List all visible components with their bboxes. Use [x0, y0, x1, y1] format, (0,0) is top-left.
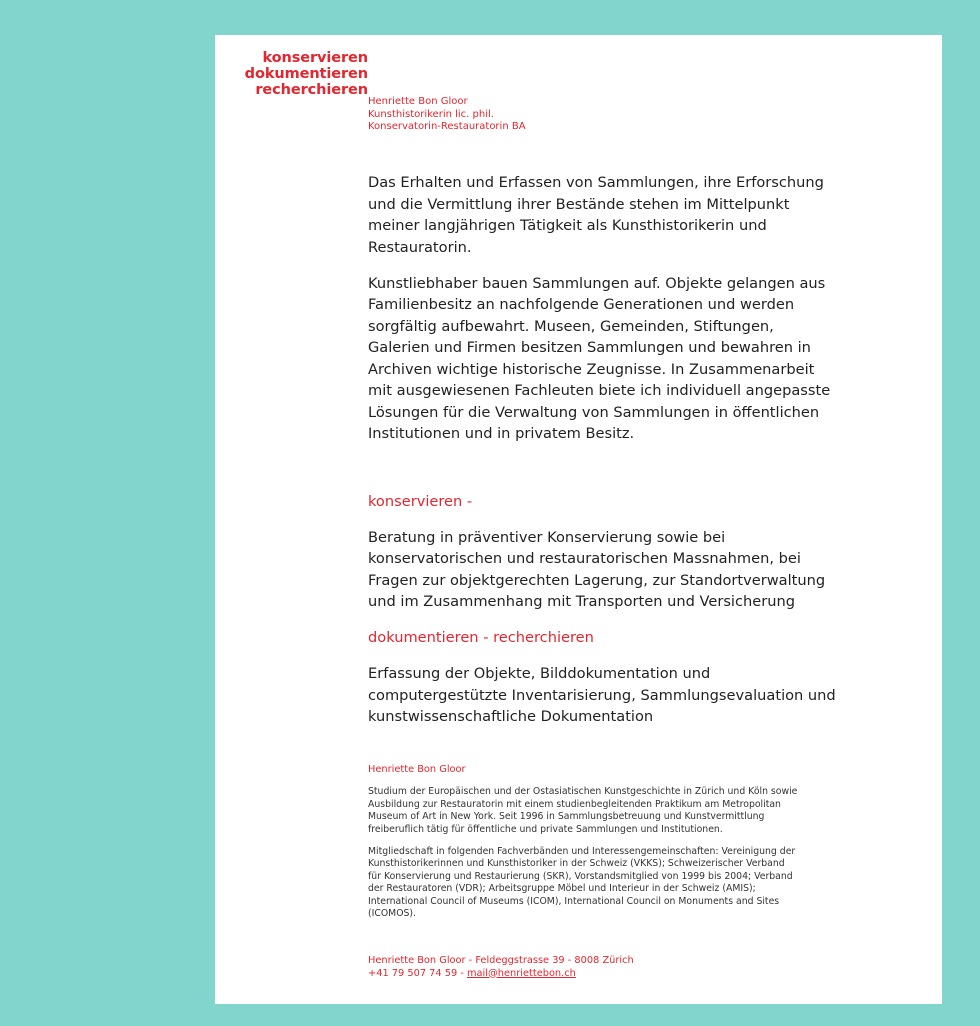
footer-email-link[interactable]: mail@henriettebon.ch — [467, 967, 576, 979]
logo-line-recherchieren: recherchieren — [255, 82, 368, 98]
subhead-title-2: Konservatorin-Restauratorin BA — [368, 121, 526, 132]
footer — [368, 955, 634, 980]
intro-paragraph-2: Kunstliebhaber bauen Sammlungen auf. Objekte gelangen aus Familienbesitz an nachfolgende Generationen und werden sorgfältig aufbewahrt. Museen, Gemeinden, Stiftungen, Galerien und Firmen besitzen Sammlungen und bewahren in Archiven wichtige historische Zeugnisse. In Zusammenarbeit mit ausgewiesenen Fachleuten biete ich individuell angepasste Lösungen für die Verwaltung von Sammlungen in öffentlichen Institutionen und in privatem Besitz. — [368, 274, 831, 442]
intro-paragraph-1: Das Erhalten und Erfassen von Sammlungen, ihre Erforschung und die Vermittlung ihrer Bestände stehen im Mittelpunkt meiner langjährigen Tätigkeit als Kunsthistorikerin und Restauratorin. — [368, 174, 824, 256]
section-text-konservieren: Beratung in präventiver Konservierung sowie bei konservatorischen und restauratorischen Massnahmen, bei Fragen zur objektgerechten Lagerung, zur Standortverwaltung und im Zusammenhang mit Transporten und Versicherung — [368, 528, 826, 610]
logo-line-konservieren: konservieren — [262, 50, 368, 66]
subhead — [368, 96, 526, 134]
footer-phone: +41 79 507 74 59 - — [368, 967, 467, 979]
footer-contact-line — [368, 968, 634, 981]
page-sheet — [215, 35, 942, 1004]
subhead-name: Henriette Bon Gloor — [368, 96, 468, 107]
bio-paragraph-1: Studium der Europäischen und der Ostasiatischen Kunstgeschichte in Zürich und Köln sowie Ausbildung zur Restauratorin mit einem studienbegleitenden Praktikum am Metropolitan Museum of Art in New York. Seit 1996 in Sammlungsbetreuung und Kunstvermittlung freiberuflich tätig für öffentliche und private Sammlungen und Institutionen. — [368, 786, 798, 835]
section-text-dokumentieren: Erfassung der Objekte, Bilddokumentation und computergestützte Inventarisierung, Sammlungsevaluation und kunstwissenschaftliche Dokumentation — [368, 665, 836, 725]
section-title-konservieren: konservieren - — [368, 492, 473, 510]
subhead-title-1: Kunsthistorikerin lic. phil. — [368, 108, 494, 120]
main-content — [368, 172, 838, 742]
bio-title: Henriette Bon Gloor — [368, 764, 466, 775]
bio-section — [368, 764, 798, 930]
section-title-dokumentieren: dokumentieren - recherchieren — [368, 629, 594, 646]
logo-line-dokumentieren: dokumentieren — [244, 66, 368, 82]
logo — [235, 50, 368, 98]
footer-address: Henriette Bon Gloor - Feldeggstrasse 39 - 8008 Zürich — [368, 955, 634, 966]
bio-paragraph-2: Mitgliedschaft in folgenden Fachverbänden und Interessengemeinschaften: Vereinigung der Kunsthistorikerinnen und Kunsthistoriker in der Schweiz (VKKS); Schweizerischer Verband für Konservierung und Restaurierung (SKR), Vorstandsmitglied von 1999 bis 2004; Verband der Restauratoren (VDR); Arbeitsgruppe Möbel und Interieur in der Schweiz (AMIS); International Council of Museums (ICOM), International Council on Monuments and Sites (ICOMOS). — [368, 846, 796, 920]
